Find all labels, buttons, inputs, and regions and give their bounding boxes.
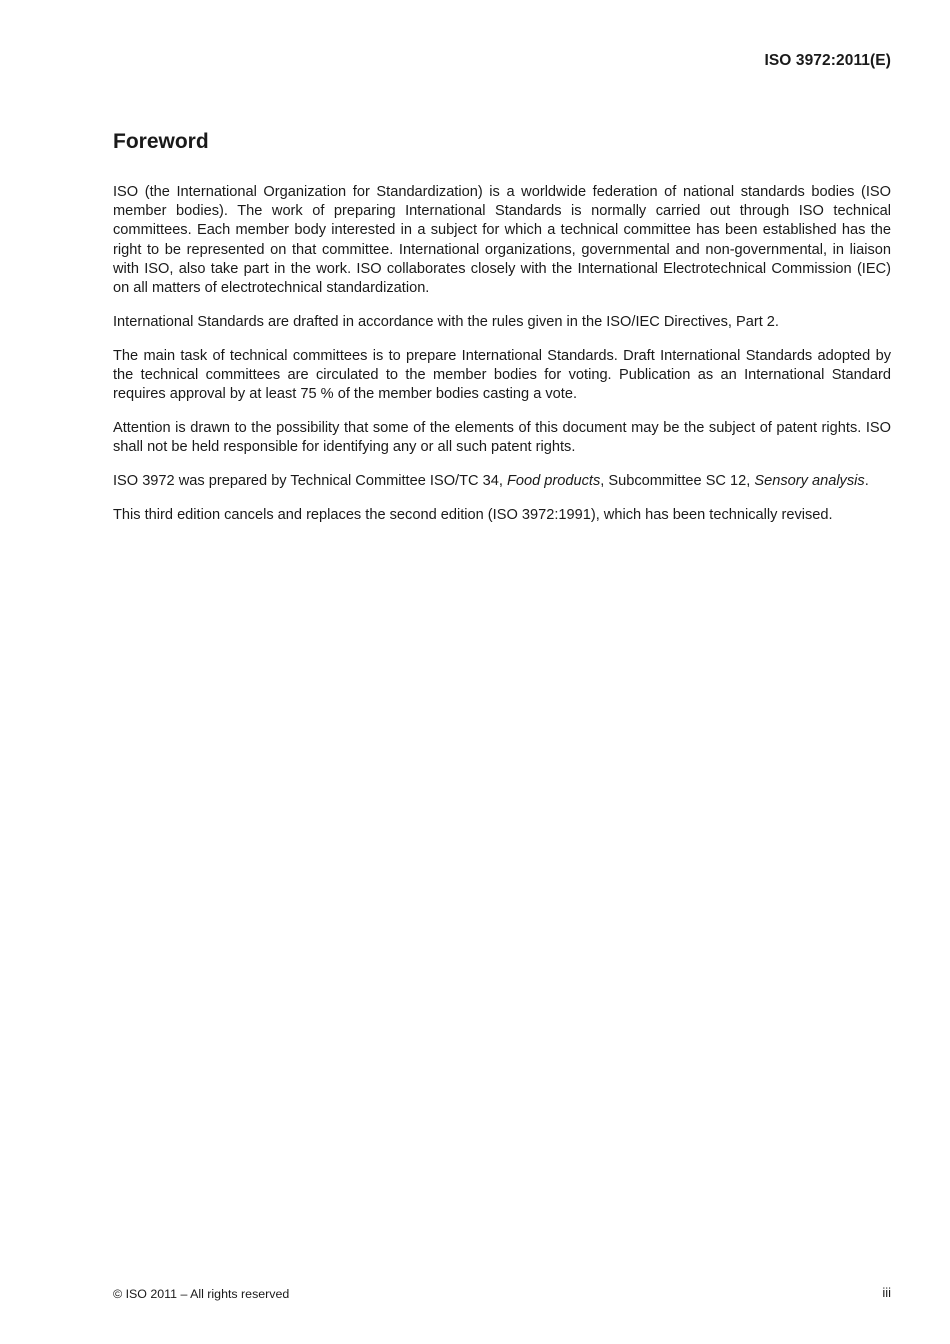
paragraph-directives: International Standards are drafted in accordance with the rules given in the ISO/IEC Directives, Part 2. <box>113 313 779 330</box>
paragraph-iso-overview: ISO (the International Organization for Standardization) is a worldwide federation of national standards bodies (ISO member bodies). The work of preparing International Standards is normally carried out through ISO technical committees. Each member body interested in a subject for which a technical committee has been established has the right to be represented on that committee. International organizations, governmental and non-governmental, in liaison with ISO, also take part in the work. ISO collaborates closely with the International Electrotechnical Commission (IEC) on all matters of electrotechnical standardization. <box>113 184 891 297</box>
page-number: iii <box>882 1285 891 1300</box>
subcommittee-name: Sensory analysis <box>754 472 865 489</box>
paragraph-patent-rights: Attention is drawn to the possibility that some of the elements of this document may be the subject of patent rights. ISO shall not be held responsible for identifying any or all such patent rights. <box>113 419 891 456</box>
preparation-text-3: . <box>864 472 869 489</box>
paragraph-preparation <box>113 472 891 491</box>
document-id: ISO 3972:2011(E) <box>764 52 891 69</box>
copyright-notice: © ISO 2011 – All rights reserved <box>113 1287 290 1301</box>
paragraph-edition: This third edition cancels and replaces the second edition (ISO 3972:1991), which has been technically revised. <box>113 506 833 523</box>
foreword-body <box>113 183 891 539</box>
paragraph-committee-task: The main task of technical committees is to prepare International Standards. Draft International Standards adopted by the technical committees are circulated to the member bodies for voting. Publication as an International Standard requires approval by at least 75 % of the member bodies casting a vote. <box>113 347 891 403</box>
preparation-text-2: , Subcommittee SC 12, <box>600 472 755 489</box>
section-title: Foreword <box>113 130 209 153</box>
preparation-text-1: ISO 3972 was prepared by Technical Committee ISO/TC 34, <box>113 472 507 489</box>
committee-name: Food products <box>506 472 601 489</box>
